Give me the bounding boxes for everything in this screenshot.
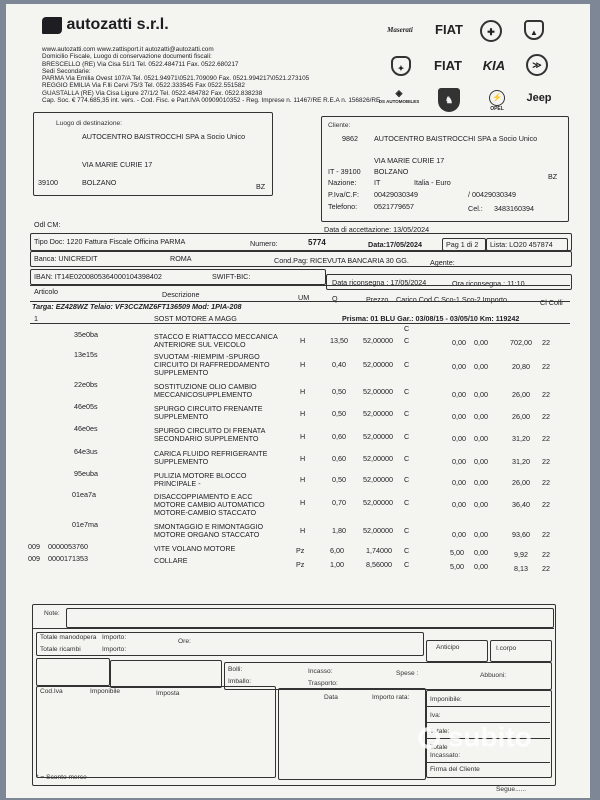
line-sc1: 0,00 (452, 457, 466, 466)
line-desc: SPURGO CIRCUITO DI FRENATA (154, 426, 266, 435)
line-cl: 22 (542, 390, 550, 399)
footer-imponibile-r: Imponibile: (430, 696, 462, 703)
company-guastalla: GUASTALLA (RE) Via Cisa Ligure 27/1/2 Tel. 0522.484782 Fax. 0522.838238 (42, 89, 263, 97)
col-prezzo: Prezzo (366, 295, 389, 304)
brand-citroen (526, 54, 548, 76)
totals-line-4 (426, 762, 550, 763)
footer-imballo: Imballo: (228, 678, 252, 685)
brand-peugeot (438, 88, 460, 112)
client-street: VIA MARIE CURIE 17 (374, 156, 445, 165)
line-desc: SUPPLEMENTO (154, 457, 209, 466)
client-nazione-label: Nazione: (328, 178, 357, 187)
line-c: C (404, 387, 410, 396)
footer-trasporto: Trasporto: (308, 680, 338, 687)
line-prezzo: 52,00000 (363, 498, 393, 507)
destination-street: VIA MARIE CURIE 17 (82, 160, 153, 169)
subito-logo-icon (418, 727, 440, 749)
line-um: H (300, 360, 306, 369)
totals-line-1 (426, 706, 550, 707)
client-code: 9862 (342, 134, 358, 143)
line-prezzo: 52,00000 (363, 475, 393, 484)
brand-abarth (391, 56, 411, 76)
line-importo: 93,60 (512, 530, 530, 539)
line-sc2: 0,00 (474, 500, 488, 509)
line-sc1: 0,00 (452, 500, 466, 509)
line-cl: 22 (542, 412, 550, 421)
line-cl: 22 (542, 338, 550, 347)
destination-cap: 39100 (38, 178, 58, 187)
footer-line-1 (32, 628, 554, 629)
footer-spese: Spese : (396, 670, 419, 677)
line-sc2: 0,00 (474, 530, 488, 539)
line-prezzo: 52,00000 (363, 432, 393, 441)
line-um: H (300, 454, 306, 463)
client-name: AUTOCENTRO BAISTROCCHI SPA a Socio Unico (374, 134, 538, 143)
line-art: 22e0bs (74, 380, 98, 389)
line-cl: 22 (542, 362, 550, 371)
line-desc: SOST MOTORE A MAGG (154, 314, 237, 323)
line-art: 009 0000053760 (28, 542, 88, 551)
line-importo: 31,20 (512, 434, 530, 443)
footer-bolli: Bolli: (228, 666, 243, 673)
brand-opel (482, 90, 512, 112)
line-art: 13e15s (74, 350, 98, 359)
line-desc: PRINCIPALE - (154, 479, 201, 488)
line-cl: 22 (542, 500, 550, 509)
line-q: 0,60 (332, 454, 346, 463)
client-cf: / 00429030349 (468, 190, 516, 199)
line-um: Pz (296, 560, 305, 569)
line-art: 1 (34, 314, 38, 323)
client-nazione-text: Italia - Euro (414, 178, 451, 187)
line-art: 01e7ma (72, 520, 98, 529)
footer-incassato: Incassato: (430, 752, 461, 759)
line-desc: COLLARE (154, 556, 188, 565)
subito-watermark-text: subito (447, 721, 532, 753)
line-cl: 22 (542, 530, 550, 539)
line-importo: 26,00 (512, 478, 530, 487)
company-web: www.autozatti.com www.zattisport.it autozatti@autozatti.com (42, 46, 214, 53)
line-sc1: 5,00 (450, 548, 464, 557)
footer-lcorpo: I.corpo (496, 645, 517, 652)
line-sc1: 0,00 (452, 338, 466, 347)
line-sc2: 0,00 (474, 562, 488, 571)
line-sc1: 0,00 (452, 412, 466, 421)
line-sc2: 0,00 (474, 457, 488, 466)
swift: SWIFT-BIC: (212, 272, 251, 281)
line-desc: VITE VOLANO MOTORE (154, 544, 236, 553)
line-cl: 22 (542, 457, 550, 466)
brand-kia: KIA (482, 58, 506, 73)
client-tel-label: Telefono: (328, 202, 358, 211)
bank-city: ROMA (170, 254, 192, 263)
line-desc: SPURGO CIRCUITO FRENANTE (154, 404, 263, 413)
line-sc2: 0,00 (474, 434, 488, 443)
line-sc1: 0,00 (452, 478, 466, 487)
client-piva: 00429030349 (374, 190, 418, 199)
col-q: Q (332, 294, 338, 303)
line-desc: CIRCUITO DI RAFFREDDAMENTO (154, 360, 270, 369)
client-cap: IT - 39100 (328, 167, 361, 176)
line-c: C (404, 454, 410, 463)
line-q: 13,50 (330, 336, 348, 345)
abarth-scorpion-icon: ✦ (397, 64, 405, 73)
agent: Agente: (430, 258, 455, 267)
line-importo: 8,13 (514, 564, 528, 573)
doc-number-label: Numero: (250, 239, 278, 248)
footer-firma: Firma del Cliente (430, 766, 480, 773)
line-q: 1,00 (330, 560, 344, 569)
line-c: C (404, 324, 410, 333)
line-desc: SOSTITUZIONE OLIO CAMBIO (154, 382, 257, 391)
company-parma: PARMA Via Emilia Ovest 107/A Tel. 0521.94971\0521.709090 Fax. 0521.994217\0521.273105 (42, 75, 310, 83)
line-c: C (404, 409, 410, 418)
accettazione: Data di accettazione: 13/05/2024 (324, 225, 430, 234)
line-desc: MECCANICOSUPPLEMENTO (154, 390, 253, 399)
doc-date: Data:17/05/2024 (368, 240, 422, 249)
line-prezzo: 52,00000 (363, 387, 393, 396)
line-q: 1,80 (332, 526, 346, 535)
footer-anticipo: Anticipo (436, 644, 460, 651)
vehicle-prisma: Prisma: 01 BLU Gar.: 03/08/15 - 03/05/10 Km: 119242 (342, 314, 520, 323)
columns-top-line (30, 285, 570, 286)
line-sc1: 0,00 (452, 362, 466, 371)
footer-note: Note: (44, 610, 60, 617)
client-cel-label: Cel.: (468, 204, 483, 213)
footer-cod-iva: Cod.Iva (40, 688, 63, 695)
client-nazione: IT (374, 178, 381, 187)
line-c: C (404, 546, 410, 555)
line-art: 01ea7a (72, 490, 96, 499)
doc-type: Tipo Doc: 1220 Fattura Fiscale Officina PARMA (34, 237, 186, 246)
destination-name: AUTOCENTRO BAISTROCCHI SPA a Socio Unico (82, 132, 246, 141)
line-art: 64e3us (74, 447, 98, 456)
line-um: Pz (296, 546, 305, 555)
payment-conditions: Cond.Pag: RICEVUTA BANCARIA 30 GG. (274, 256, 409, 265)
line-importo: 31,20 (512, 457, 530, 466)
brand-lancia (524, 20, 544, 40)
line-q: 0,50 (332, 409, 346, 418)
citroen-chevron-icon: ≫ (532, 60, 542, 70)
line-prezzo: 52,00000 (363, 360, 393, 369)
footer-importo-1: Importo: (102, 634, 127, 641)
destination-prov: BZ (256, 182, 266, 191)
footer-segue: Segue...... (496, 786, 527, 793)
line-sc2: 0,00 (474, 390, 488, 399)
line-desc: SUPPLEMENTO (154, 412, 209, 421)
riconsegna-date: Data riconsegna : 17/05/2024 (332, 278, 427, 287)
line-sc2: 0,00 (474, 362, 488, 371)
line-c: C (404, 498, 410, 507)
line-prezzo: 52,00000 (363, 526, 393, 535)
line-importo: 9,92 (514, 550, 528, 559)
footer-abbuoni: Abbuoni: (480, 672, 507, 679)
line-sc2: 0,00 (474, 412, 488, 421)
footer-iva-r: Iva: (430, 712, 441, 719)
line-desc: MOTORE CAMBIO AUTOMATICO (154, 500, 265, 509)
line-desc: CARICA FLUIDO REFRIGERANTE (154, 449, 268, 458)
line-art: 46e0es (74, 424, 98, 433)
line-um: H (300, 336, 306, 345)
line-desc: MOTORE ORGANO STACCATO (154, 530, 260, 539)
line-q: 0,40 (332, 360, 346, 369)
col-descrizione: Descrizione (162, 290, 200, 299)
col-articolo: Articolo (34, 287, 58, 296)
line-desc: SMONTAGGIO E RIMONTAGGIO (154, 522, 264, 531)
line-importo: 26,00 (512, 390, 530, 399)
line-desc: PULIZIA MOTORE BLOCCO (154, 471, 247, 480)
company-capitale: Cap. Soc. € 774.685,35 int. vers. - Cod. Fisc. e Part.IVA 00909010352 - Reg. Imprese n. 11467/RE R.E.A n. 156826/RE (42, 97, 381, 105)
targa-bottom-line (30, 323, 570, 324)
line-prezzo: 1,74000 (366, 546, 392, 555)
line-prezzo: 52,00000 (363, 336, 393, 345)
footer-incasso: Incasso: (308, 668, 333, 675)
page-indicator: Pag 1 di 2 (446, 240, 479, 249)
odl-label: Odl CM: (34, 220, 61, 229)
line-prezzo: 52,00000 (363, 454, 393, 463)
ds-icon: ◈ (395, 88, 403, 98)
footer-imposta-col: Imposta (156, 690, 180, 697)
line-desc: DISACCOPPIAMENTO E ACC (154, 492, 253, 501)
brand-alfa (480, 20, 502, 42)
client-tel: 0521779657 (374, 202, 414, 211)
line-sc2: 0,00 (474, 548, 488, 557)
bolli-box-1 (36, 658, 110, 686)
iva-box (36, 686, 276, 778)
line-sc2: 0,00 (474, 338, 488, 347)
listino: Lista: LO20 457874 (490, 240, 553, 249)
destination-city: BOLZANO (82, 178, 117, 187)
line-um: H (300, 498, 306, 507)
line-importo: 36,40 (512, 500, 530, 509)
client-cel: 3483160394 (494, 204, 534, 213)
line-desc: SUPPLEMENTO (154, 368, 209, 377)
note-field (66, 608, 554, 628)
subito-watermark (418, 720, 532, 754)
line-q: 6,00 (330, 546, 344, 555)
line-c: C (404, 560, 410, 569)
line-um: H (300, 526, 306, 535)
line-sc1: 0,00 (452, 390, 466, 399)
client-title: Cliente: (328, 122, 351, 129)
line-art: 95euba (74, 469, 98, 478)
line-um: H (300, 387, 306, 396)
invoice-page (6, 4, 590, 798)
line-cl: 22 (542, 434, 550, 443)
footer-tot-ricambi: Totale ricambi (40, 646, 81, 653)
line-c: C (404, 526, 410, 535)
line-cl: 22 (542, 550, 550, 559)
line-q: 0,60 (332, 432, 346, 441)
line-sc1: 0,00 (452, 530, 466, 539)
brand-fiat-2: FIAT (434, 58, 462, 73)
line-desc: ANTERIORE SUL VEICOLO (154, 340, 246, 349)
brand-jeep: Jeep (526, 92, 552, 104)
footer-totale-r2: Totale (430, 744, 448, 751)
line-q: 0,50 (332, 387, 346, 396)
line-prezzo: 52,00000 (363, 409, 393, 418)
footer-tot-mano: Totale manodopera (40, 634, 97, 641)
line-sc1: 0,00 (452, 434, 466, 443)
company-domicilio: Domicilio Fiscale, Luogo di conservazione documenti fiscali: (42, 53, 212, 61)
company-reggio: REGGIO EMILIA Via F.lli Cervi 75/3 Tel. 0522.333545 Fax 0522.551582 (42, 82, 245, 90)
client-prov: BZ (548, 172, 558, 181)
iban: IBAN: IT14E0200805364000104398402 (34, 272, 162, 281)
line-um: H (300, 432, 306, 441)
client-piva-label: P.Iva/C.F: (328, 190, 360, 199)
line-importo: 20,80 (512, 362, 530, 371)
riconsegna-time: Ora riconsegna : 11:10 (452, 279, 525, 288)
line-c: C (404, 432, 410, 441)
line-desc: SVUOTAM -RIEMPIM -SPURGO (154, 352, 260, 361)
bolli-box-2 (110, 660, 222, 688)
line-c: C (404, 336, 410, 345)
logo-mark-icon (42, 17, 62, 34)
footer-imponibile-col: Imponibile (90, 688, 121, 695)
line-sc2: 0,00 (474, 478, 488, 487)
line-importo: 26,00 (512, 412, 530, 421)
line-um: H (300, 475, 306, 484)
footer-sconto: * = Sconto merce (36, 774, 87, 781)
line-q: 0,70 (332, 498, 346, 507)
rate-box (278, 688, 426, 780)
line-c: C (404, 360, 410, 369)
alfa-romeo-icon: ✚ (487, 27, 495, 37)
line-desc: MOTORE-CAMBIO STACCATO (154, 508, 257, 517)
footer-importo-2: Importo: (102, 646, 127, 653)
company-info (42, 46, 380, 104)
logo-text: autozatti s.r.l. (66, 16, 169, 33)
brand-maserati: Maserati (387, 26, 413, 34)
opel-icon: ⚡ (489, 90, 505, 106)
opel-label: OPEL (490, 106, 504, 112)
company-logo (42, 16, 169, 34)
line-art: 35e0ba (74, 330, 98, 339)
doc-number: 5774 (308, 238, 326, 247)
col-um: UM (298, 293, 310, 302)
company-sedi: Sedi Secondarie: (42, 67, 91, 75)
footer-ore: Ore: (178, 638, 191, 645)
line-cl: 22 (542, 478, 550, 487)
ds-label: DS AUTOMOBILES (378, 99, 420, 104)
line-c: C (404, 475, 410, 484)
line-importo: 702,00 (510, 338, 532, 347)
company-bresciello: BRESCELLO (RE) Via Cisa 51/1 Tel. 0522.484711 Fax. 0522.680217 (42, 60, 239, 68)
bank: Banca: UNICREDIT (34, 254, 98, 263)
line-art: 46e05s (74, 402, 98, 411)
brand-ds (374, 88, 424, 104)
col-rest: Carico Cod.C Sco-1 Sco-2 Importo (396, 295, 508, 304)
line-desc: SECONDARIO SUPPLEMENTO (154, 434, 259, 443)
footer-totale-r: Totale: (430, 728, 450, 735)
vehicle-targa: Targa: EZ428WZ Telaio: VF3CCZMZ6FT136509 Mod: 1PIA-208 (32, 302, 242, 311)
line-art: 009 0000171353 (28, 554, 88, 563)
line-cl: 22 (542, 564, 550, 573)
footer-data-col: Data (324, 694, 338, 701)
brand-fiat: FIAT (435, 22, 463, 37)
line-um: H (300, 409, 306, 418)
lancia-icon: ▲ (530, 28, 538, 37)
line-desc: STACCO E RIATTACCO MECCANICA (154, 332, 278, 341)
footer-importo-rata: Importo rata: (372, 694, 410, 701)
destination-title: Luogo di destinazione: (56, 120, 122, 127)
line-sc1: 5,00 (450, 562, 464, 571)
line-q: 0,50 (332, 475, 346, 484)
client-city: BOLZANO (374, 167, 409, 176)
line-prezzo: 8,56000 (366, 560, 392, 569)
peugeot-lion-icon: ♞ (444, 95, 454, 105)
col-cl-colli: Cl Colli (540, 298, 563, 307)
